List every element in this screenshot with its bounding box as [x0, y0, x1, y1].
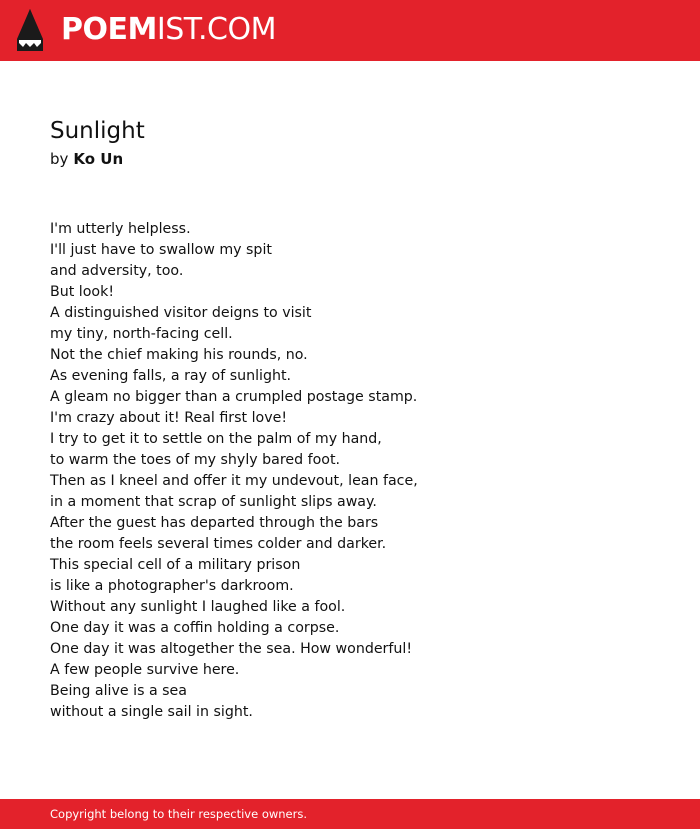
- poem-line: and adversity, too.: [50, 263, 184, 279]
- poem-line: As evening falls, a ray of sunlight.: [50, 368, 292, 384]
- poem-byline: [50, 148, 123, 170]
- site-header: [0, 0, 700, 61]
- poem-line: After the guest has departed through the bars: [50, 515, 379, 531]
- poem-line: the room feels several times colder and darker.: [50, 536, 387, 552]
- poem-line: One day it was altogether the sea. How wonderful!: [50, 641, 413, 657]
- poem-line: A few people survive here.: [50, 662, 240, 678]
- poem-line: A gleam no bigger than a crumpled postage stamp.: [50, 389, 418, 405]
- logo-text-light: IST.COM: [156, 12, 276, 47]
- copyright-notice: Copyright belong to their respective owners.: [50, 807, 308, 821]
- poem-line: Being alive is a sea: [50, 683, 187, 699]
- poem-line: Then as I kneel and offer it my undevout, lean face,: [50, 473, 418, 489]
- poem-line: I'm utterly helpless.: [50, 221, 191, 237]
- poem-line: A distinguished visitor deigns to visit: [50, 305, 312, 321]
- poem-line: I'm crazy about it! Real first love!: [50, 410, 288, 426]
- poem-line: One day it was a coffin holding a corpse.: [50, 620, 340, 636]
- poem-line: is like a photographer's darkroom.: [50, 578, 294, 594]
- poem-line: This special cell of a military prison: [50, 557, 301, 573]
- poem-author[interactable]: Ko Un: [73, 150, 124, 168]
- poem-line: But look!: [50, 284, 115, 300]
- poem-line: I'll just have to swallow my spit: [50, 242, 272, 258]
- poem-line: to warm the toes of my shyly bared foot.: [50, 452, 341, 468]
- poem-line: Without any sunlight I laughed like a fool.: [50, 599, 346, 615]
- poem-line: in a moment that scrap of sunlight slips away.: [50, 494, 377, 510]
- site-logo[interactable]: [61, 12, 276, 48]
- poem-line: Not the chief making his rounds, no.: [50, 347, 308, 363]
- by-label: by: [50, 150, 69, 168]
- poem-title: Sunlight: [50, 118, 145, 144]
- poem-line: my tiny, north-facing cell.: [50, 326, 233, 342]
- poem-body: [50, 219, 650, 723]
- poem-line: I try to get it to settle on the palm of my hand,: [50, 431, 382, 447]
- poem-line: without a single sail in sight.: [50, 704, 253, 720]
- site-footer: [0, 799, 700, 829]
- logo-text-bold: POEM: [61, 12, 157, 47]
- pencil-tip-icon[interactable]: [17, 9, 43, 51]
